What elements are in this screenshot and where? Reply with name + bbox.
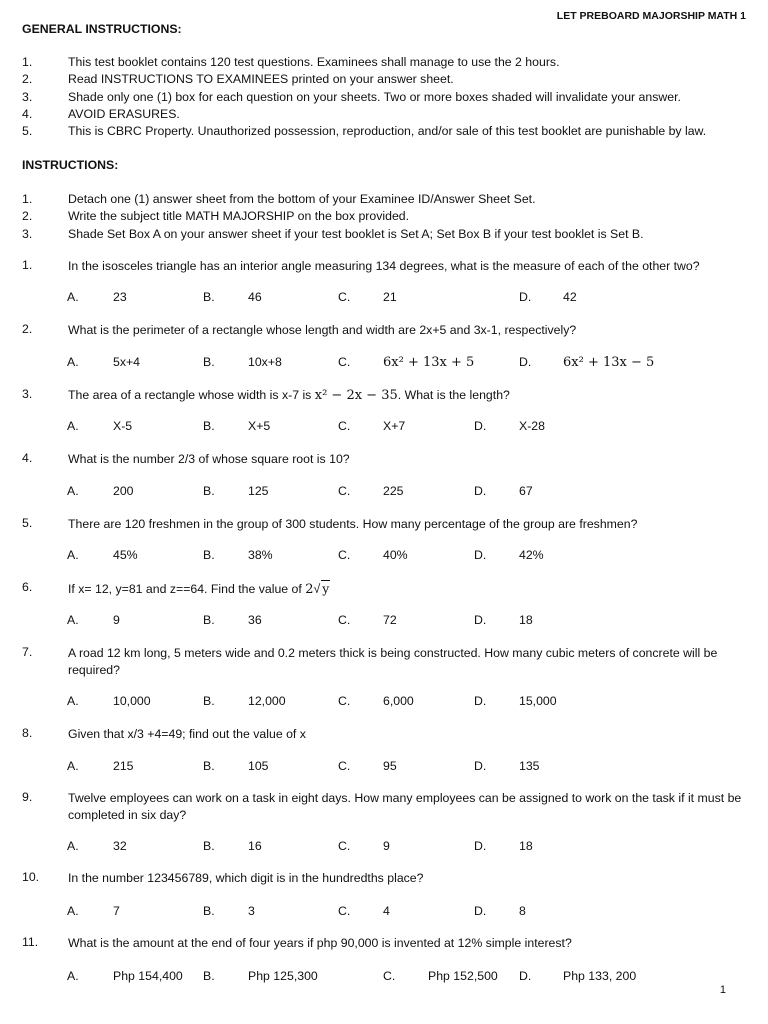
choice-letter: D.	[519, 355, 532, 369]
question-text: There are 120 freshmen in the group of 300 students. How many percentage of the group are freshmen?	[68, 517, 638, 531]
instruction-number: 4.	[22, 107, 33, 121]
choice-value: 72	[383, 613, 397, 627]
choice-value: 3	[248, 904, 255, 918]
choice-value: 12,000	[248, 694, 286, 708]
instruction-text: AVOID ERASURES.	[68, 107, 180, 121]
choice-value: 6x² + 13x + 5	[383, 355, 475, 370]
choice-value: 45%	[113, 548, 138, 562]
document-header: LET PREBOARD MAJORSHIP MATH 1	[556, 10, 746, 22]
choice-letter: D.	[519, 290, 532, 304]
choice-letter: D.	[474, 613, 487, 627]
choice-value: 5x+4	[113, 355, 141, 369]
choice-value: Php 133, 200	[563, 969, 637, 983]
choice-letter: A.	[67, 969, 79, 983]
question-number: 4.	[22, 451, 33, 465]
question-number: 6.	[22, 580, 33, 594]
question-text-pre: If x= 12, y=81 and z==64. Find the value of	[68, 582, 306, 596]
choice-letter: D.	[474, 548, 487, 562]
choice-letter: D.	[474, 484, 487, 498]
question-number: 10.	[22, 870, 40, 884]
choice-letter: C.	[338, 839, 351, 853]
choice-letter: B.	[203, 355, 215, 369]
choice-value: 6,000	[383, 694, 414, 708]
choice-value: X-28	[519, 419, 545, 433]
choice-letter: A.	[67, 290, 79, 304]
choice-letter: D.	[474, 419, 487, 433]
question-number: 2.	[22, 322, 33, 336]
choice-value: Php 125,300	[248, 969, 318, 983]
choice-letter: C.	[338, 355, 351, 369]
choice-value: 135	[519, 759, 540, 773]
choice-value: 225	[383, 484, 404, 498]
choice-value: 6x² + 13x − 5	[563, 355, 655, 370]
choice-letter: A.	[67, 419, 79, 433]
choice-letter: C.	[338, 290, 351, 304]
choice-letter: A.	[67, 355, 79, 369]
question-number: 7.	[22, 645, 33, 659]
choice-value: X+5	[248, 419, 271, 433]
question-text: Given that x/3 +4=49; find out the value of x	[68, 727, 306, 741]
choice-value: 32	[113, 839, 127, 853]
choice-letter: B.	[203, 904, 215, 918]
choice-value: 15,000	[519, 694, 557, 708]
choice-letter: B.	[203, 839, 215, 853]
choice-letter: C.	[338, 613, 351, 627]
question-number: 8.	[22, 726, 33, 740]
math-expression: x² − 2x − 35	[314, 388, 398, 403]
general-instructions-title: GENERAL INSTRUCTIONS:	[22, 22, 182, 36]
choice-value: 36	[248, 613, 262, 627]
choice-letter: A.	[67, 484, 79, 498]
choice-value: 95	[383, 759, 397, 773]
instruction-number: 5.	[22, 124, 33, 138]
instruction-text: Shade Set Box A on your answer sheet if your test booklet is Set A; Set Box B if your test booklet is Set B.	[68, 227, 644, 241]
choice-letter: C.	[383, 969, 396, 983]
question-text-pre: The area of a rectangle whose width is x-7 is	[68, 388, 315, 402]
choice-letter: B.	[203, 484, 215, 498]
choice-value: 10,000	[113, 694, 151, 708]
instruction-number: 1.	[22, 192, 33, 206]
choice-value: 23	[113, 290, 127, 304]
instruction-number: 2.	[22, 72, 33, 86]
choice-value: 4	[383, 904, 390, 918]
question-number: 1.	[22, 258, 33, 272]
choice-letter: D.	[474, 904, 487, 918]
choice-letter: C.	[338, 484, 351, 498]
choice-value: 42	[563, 290, 577, 304]
choice-letter: A.	[67, 613, 79, 627]
choice-value: 10x+8	[248, 355, 282, 369]
choice-value: X+7	[383, 419, 406, 433]
instruction-text: Write the subject title MATH MAJORSHIP on the box provided.	[68, 209, 410, 223]
choice-letter: D.	[474, 839, 487, 853]
choice-letter: A.	[67, 548, 79, 562]
question-number: 3.	[22, 387, 33, 401]
choice-value: 18	[519, 613, 533, 627]
choice-letter: A.	[67, 904, 79, 918]
choice-value: 7	[113, 904, 120, 918]
question-number: 9.	[22, 790, 33, 804]
question-text: Twelve employees can work on a task in eight days. How many employees can be assigned to work on the task if it must be completed in six day?	[68, 791, 742, 822]
choice-value: 21	[383, 290, 397, 304]
choice-letter: A.	[67, 839, 79, 853]
instruction-number: 2.	[22, 209, 33, 223]
choice-letter: D.	[474, 694, 487, 708]
choice-letter: C.	[338, 759, 351, 773]
question-text-post: . What is the length?	[397, 388, 510, 402]
choice-value: 40%	[383, 548, 408, 562]
choice-letter: B.	[203, 290, 215, 304]
square-root-expression: √ y	[313, 582, 330, 596]
question-number: 11.	[22, 935, 39, 949]
instruction-number: 1.	[22, 55, 33, 69]
instruction-text: This is CBRC Property. Unauthorized possession, reproduction, and/or sale of this test booklet are punishable by law.	[68, 124, 707, 138]
question-text: What is the number 2/3 of whose square root is 10?	[68, 452, 350, 466]
choice-letter: C.	[338, 904, 351, 918]
choice-letter: B.	[203, 419, 215, 433]
choice-value: Php 154,400	[113, 969, 183, 983]
choice-value: 200	[113, 484, 134, 498]
question-number: 5.	[22, 516, 33, 530]
question-text: What is the amount at the end of four years if php 90,000 is invented at 12% simple interest?	[68, 936, 572, 950]
radical-coefficient: 2	[305, 582, 314, 597]
choice-value: 42%	[519, 548, 544, 562]
question-text: A road 12 km long, 5 meters wide and 0.2 meters thick is being constructed. How many cubic meters of concrete will be required?	[68, 646, 718, 677]
choice-value: 46	[248, 290, 262, 304]
choice-value: X-5	[113, 419, 133, 433]
choice-letter: B.	[203, 969, 215, 983]
choice-value: 215	[113, 759, 134, 773]
choice-letter: A.	[67, 759, 79, 773]
question-text: In the isosceles triangle has an interior angle measuring 134 degrees, what is the measure of each of the other two?	[68, 259, 700, 273]
choice-value: 125	[248, 484, 269, 498]
instruction-text: Shade only one (1) box for each question on your sheets. Two or more boxes shaded will invalidate your answer.	[68, 90, 681, 104]
choice-value: 18	[519, 839, 533, 853]
choice-value: Php 152,500	[428, 969, 498, 983]
choice-value: 67	[519, 484, 533, 498]
choice-letter: C.	[338, 419, 351, 433]
question-text	[68, 387, 748, 404]
choice-value: 38%	[248, 548, 273, 562]
choice-letter: B.	[203, 548, 215, 562]
question-text: In the number 123456789, which digit is in the hundredths place?	[68, 871, 424, 885]
choice-value: 105	[248, 759, 269, 773]
page-number: 1	[719, 984, 726, 996]
choice-letter: B.	[203, 759, 215, 773]
choice-letter: D.	[519, 969, 532, 983]
choice-letter: B.	[203, 613, 215, 627]
choice-letter: C.	[338, 694, 351, 708]
instructions-title: INSTRUCTIONS:	[22, 158, 119, 172]
choice-letter: C.	[338, 548, 351, 562]
instruction-number: 3.	[22, 227, 33, 241]
choice-letter: A.	[67, 694, 79, 708]
instruction-number: 3.	[22, 90, 33, 104]
instruction-text: This test booklet contains 120 test questions. Examinees shall manage to use the 2 hours.	[68, 55, 560, 69]
choice-value: 9	[383, 839, 390, 853]
question-text: What is the perimeter of a rectangle whose length and width are 2x+5 and 3x-1, respectively?	[68, 323, 577, 337]
instruction-text: Read INSTRUCTIONS TO EXAMINEES printed on your answer sheet.	[68, 72, 454, 86]
question-text	[68, 580, 748, 598]
choice-value: 9	[113, 613, 120, 627]
choice-value: 8	[519, 904, 526, 918]
radicand: y	[322, 582, 330, 596]
choice-letter: B.	[203, 694, 215, 708]
instruction-text: Detach one (1) answer sheet from the bottom of your Examinee ID/Answer Sheet Set.	[68, 192, 536, 206]
choice-value: 16	[248, 839, 262, 853]
choice-letter: D.	[474, 759, 487, 773]
